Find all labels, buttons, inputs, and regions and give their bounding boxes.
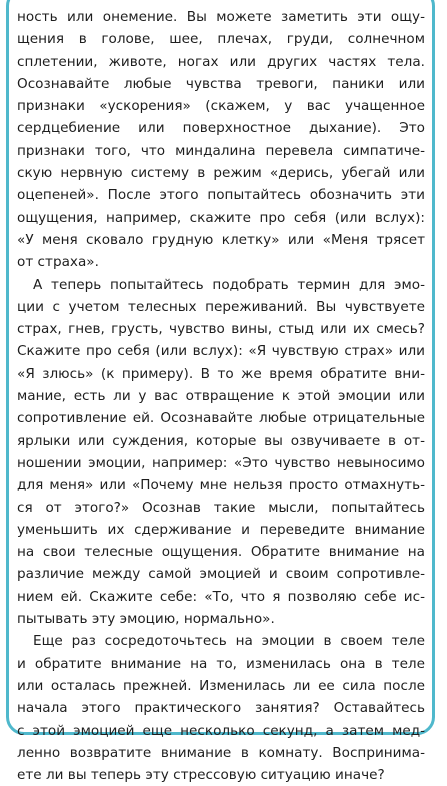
paragraph-2 <box>17 274 425 631</box>
text-line: А теперь попытайтесь подобрать термин для эмо- <box>33 276 425 293</box>
text-line: «У меня сковало грудную клетку» или «Меня трясет <box>17 231 425 248</box>
text-line: начала этого практического занятия? Оставайтесь <box>17 700 425 717</box>
text-line: нием ей. Скажите себе: «То, что я позволяю себе ис- <box>17 588 425 605</box>
text-line: ярлыки или суждения, которые вы озвучиваете в от- <box>17 432 425 449</box>
text-line: Еще раз сосредоточьтесь на эмоции в своем теле <box>33 633 425 650</box>
body-text <box>17 6 425 786</box>
text-line: сопротивление ей. Осознавайте любые отрицательные <box>17 410 425 427</box>
text-line: страх, гнев, грусть, чувство вины, стыд или их смесь? <box>17 321 425 338</box>
text-line: оцепеней». После этого попытайтесь обозначить эти <box>17 187 425 204</box>
text-line: для меня» или «Почему мне нельзя просто отмахнуть- <box>17 477 425 494</box>
text-line: ленно возвратите внимание в комнату. Воспринима- <box>17 744 425 761</box>
text-line: скую нервную систему в режим «дерись, убегай или <box>17 165 425 182</box>
text-line: «Я злюсь» (к примеру). В то же время обратите вни- <box>17 365 425 382</box>
text-line: уменьшить их сдерживание и переведите внимание <box>17 521 425 538</box>
text-line: различие между самой эмоцией и своим сопротивле- <box>17 566 425 583</box>
paragraph-1 <box>17 6 425 274</box>
text-line: пытывать эту эмоцию, нормально». <box>17 611 275 628</box>
text-line: признаки того, что миндалина перевела симпатиче- <box>17 142 425 159</box>
text-line: ощущения, например, скажите про себя (или вслух): <box>17 209 425 226</box>
text-line: Осознавайте любые чувства тревоги, паники или <box>17 75 425 92</box>
text-line: ете ли вы теперь эту стрессовую ситуацию иначе? <box>17 767 385 784</box>
text-line: сплетении, животе, ногах или других частях тела. <box>17 53 425 70</box>
text-line: щения в голове, шее, плечах, груди, солнечном <box>17 31 425 48</box>
text-line: ции с учетом телесных переживаний. Вы чувствуете <box>17 298 425 315</box>
text-line: от страха». <box>17 254 99 271</box>
text-line: или осталась прежней. Изменилась ли ее сила после <box>17 677 425 694</box>
text-line: с этой эмоцией еще несколько секунд, а затем мед- <box>17 722 425 739</box>
paragraph-3 <box>17 630 425 786</box>
text-line: сердцебиение или поверхностное дыхание). Это <box>17 120 425 137</box>
text-line: ношении эмоции, например: «Это чувство невыносимо <box>17 454 425 471</box>
text-line: на свои телесные ощущения. Обратите внимание на <box>17 544 425 561</box>
text-line: ся от этого?» Осознав такие мысли, попытайтесь <box>17 499 425 516</box>
text-line: и обратите внимание на то, изменилась она в теле <box>17 655 425 672</box>
text-line: ность или онемение. Вы можете заметить эти ощу- <box>17 9 425 25</box>
text-line: признаки «ускорения» (скажем, у вас учащенное <box>17 98 425 115</box>
text-line: мание, есть ли у вас отвращение к этой эмоции или <box>17 388 425 405</box>
text-line: Скажите про себя (или вслух): «Я чувствую страх» или <box>17 343 425 360</box>
